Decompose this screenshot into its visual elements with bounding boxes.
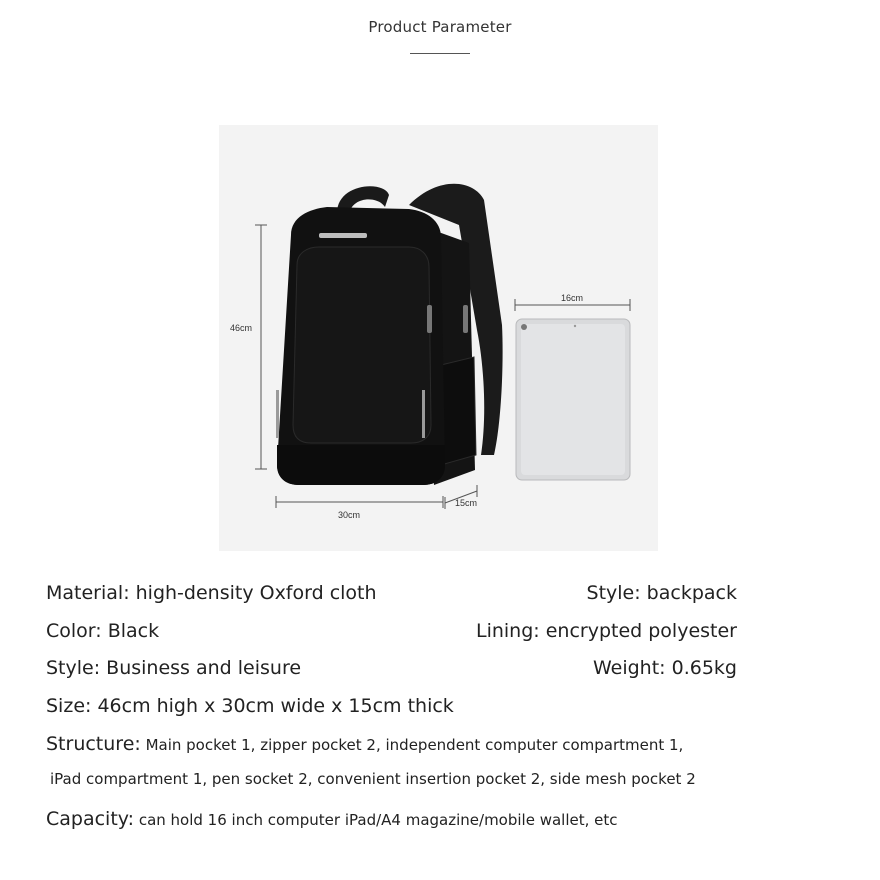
backpack-illustration <box>219 125 658 551</box>
structure-text-line1: Main pocket 1, zipper pocket 2, independent computer compartment 1, <box>140 736 684 754</box>
spec-size: Size: 46cm high x 30cm wide x 15cm thick <box>46 695 454 717</box>
spec-material: Material: high-density Oxford cloth <box>46 582 377 604</box>
spec-style-use: Style: Business and leisure <box>46 657 302 679</box>
title-underline <box>410 53 470 54</box>
capacity-text: can hold 16 inch computer iPad/A4 magazine/mobile wallet, etc <box>134 811 618 829</box>
spec-color: Color: Black <box>46 620 160 642</box>
capacity-label: Capacity: <box>46 808 135 830</box>
spec-structure <box>46 733 683 755</box>
structure-label: Structure: <box>46 733 141 755</box>
spec-capacity <box>46 808 618 830</box>
tablet-width-dimension-label: 16cm <box>561 293 584 303</box>
spec-weight: Weight: 0.65kg <box>592 657 737 679</box>
structure-text-line2: iPad compartment 1, pen socket 2, convenient insertion pocket 2, side mesh pocket 2 <box>50 770 696 788</box>
spec-style-type: Style: backpack <box>586 582 737 604</box>
width-dimension-label: 30cm <box>338 510 361 520</box>
height-dimension-label: 46cm <box>230 323 253 333</box>
product-photo <box>219 125 658 551</box>
spec-lining: Lining: encrypted polyester <box>475 620 737 642</box>
depth-dimension-label: 15cm <box>455 498 478 508</box>
page-title: Product Parameter <box>368 18 512 36</box>
